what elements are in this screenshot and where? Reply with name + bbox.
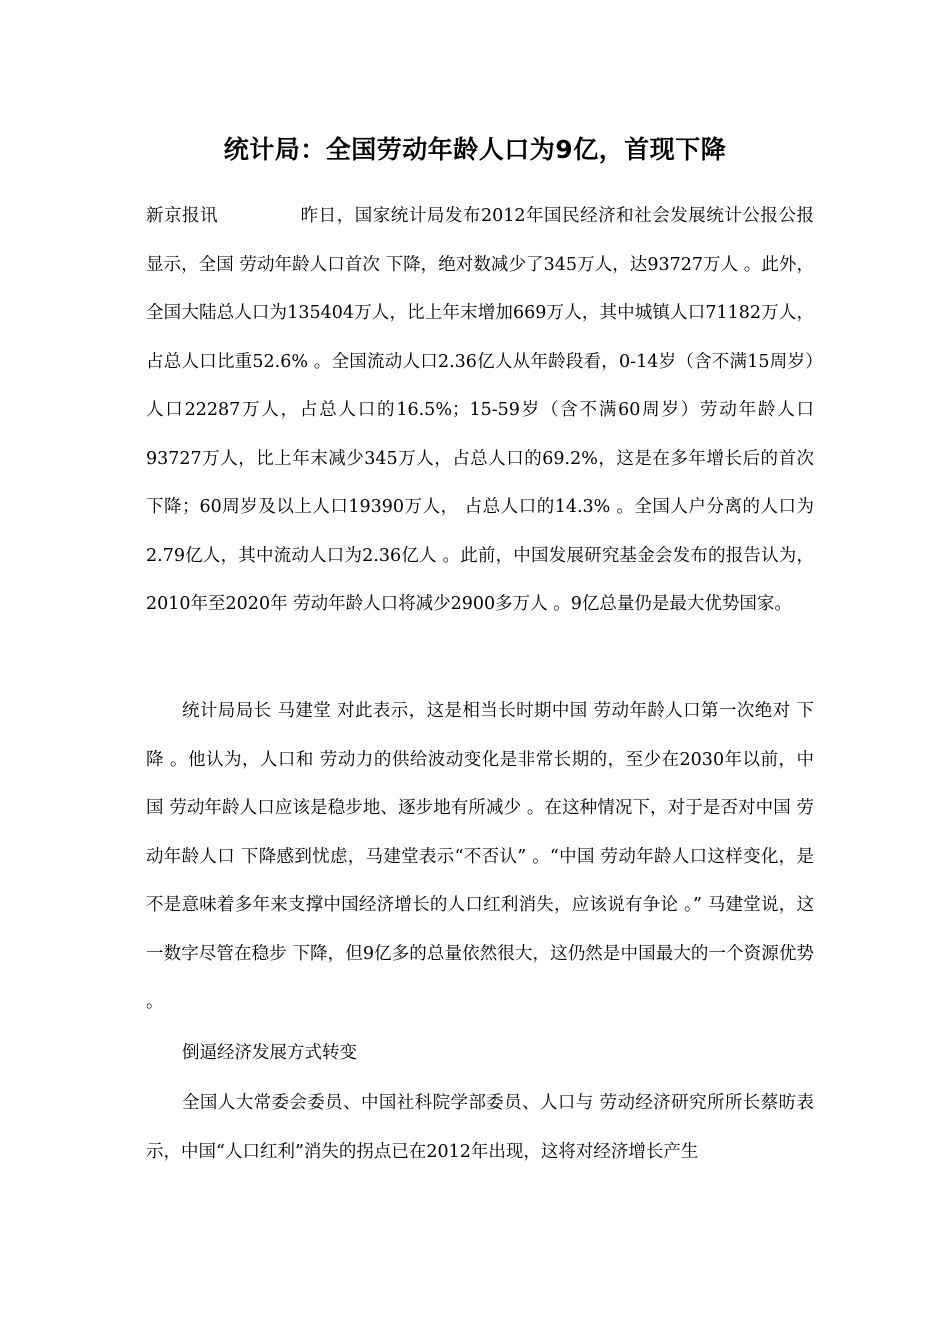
paragraph-1 — [146, 192, 814, 629]
dateline: 新京报讯 — [146, 206, 219, 226]
section-heading: 倒逼经济发展方式转变 — [182, 1043, 357, 1063]
paragraph-1-text: 昨日，国家统计局发布2012年国民经济和社会发展统计公报公报显示，全国 劳动年龄人口首次 下降，绝对数减少了345万人，达93727万人 。此外，全国大陆总人口为135404万人，比上年末增加669万人，其中城镇人口71182万人，占总人口比重52.6% 。全国流动人口2.36亿人从年龄段看，0-14岁（含不满15周岁）人口22287万人，占总人口的16.5%；15-59岁（含不满60周岁）劳动年龄人口93727万人，比上年末减少345万人，占总人口的69.2%，这是在多年增长后的首次 下降；60周岁及以上人口19390万人， 占总人口的14.3% 。全国人户分离的人口为2.79亿人，其中流动人口为2.36亿人 。此前，中国发展研究基金会发布的报告认为，2010年至2020年 劳动年龄人口将减少2900多万人 。9亿总量仍是最大优势国家。 — [146, 206, 814, 614]
paragraph-2: 统计局局长 马建堂 对此表示，这是相当长时期中国 劳动年龄人口第一次绝对 下降 。他认为，人口和 劳动力的供给波动变化是非常长期的，至少在2030年以前，中国 劳动年龄人口应该是稳步地、逐步地有所减少 。在这种情况下，对于是否对中国 劳动年龄人口 下降感到忧虑，马建堂表示“不否认” 。“中国 劳动年龄人口这样变化，是不是意味着多年来支撑中国经济增长的人口红利消失，应该说有争论 。” 马建堂说，这一数字尽管在稳步 下降，但9亿多的总量依然很大，这仍然是中国最大的一个资源优势 。 — [146, 701, 814, 1012]
paragraph-3: 全国人大常委会委员、中国社科院学部委员、人口与 劳动经济研究所所长蔡昉表示，中国“人口红利”消失的拐点已在2012年出现，这将对经济增长产生 — [146, 1093, 814, 1162]
article-title: 统计局：全国劳动年龄人口为9亿，首现下降 — [223, 135, 727, 164]
